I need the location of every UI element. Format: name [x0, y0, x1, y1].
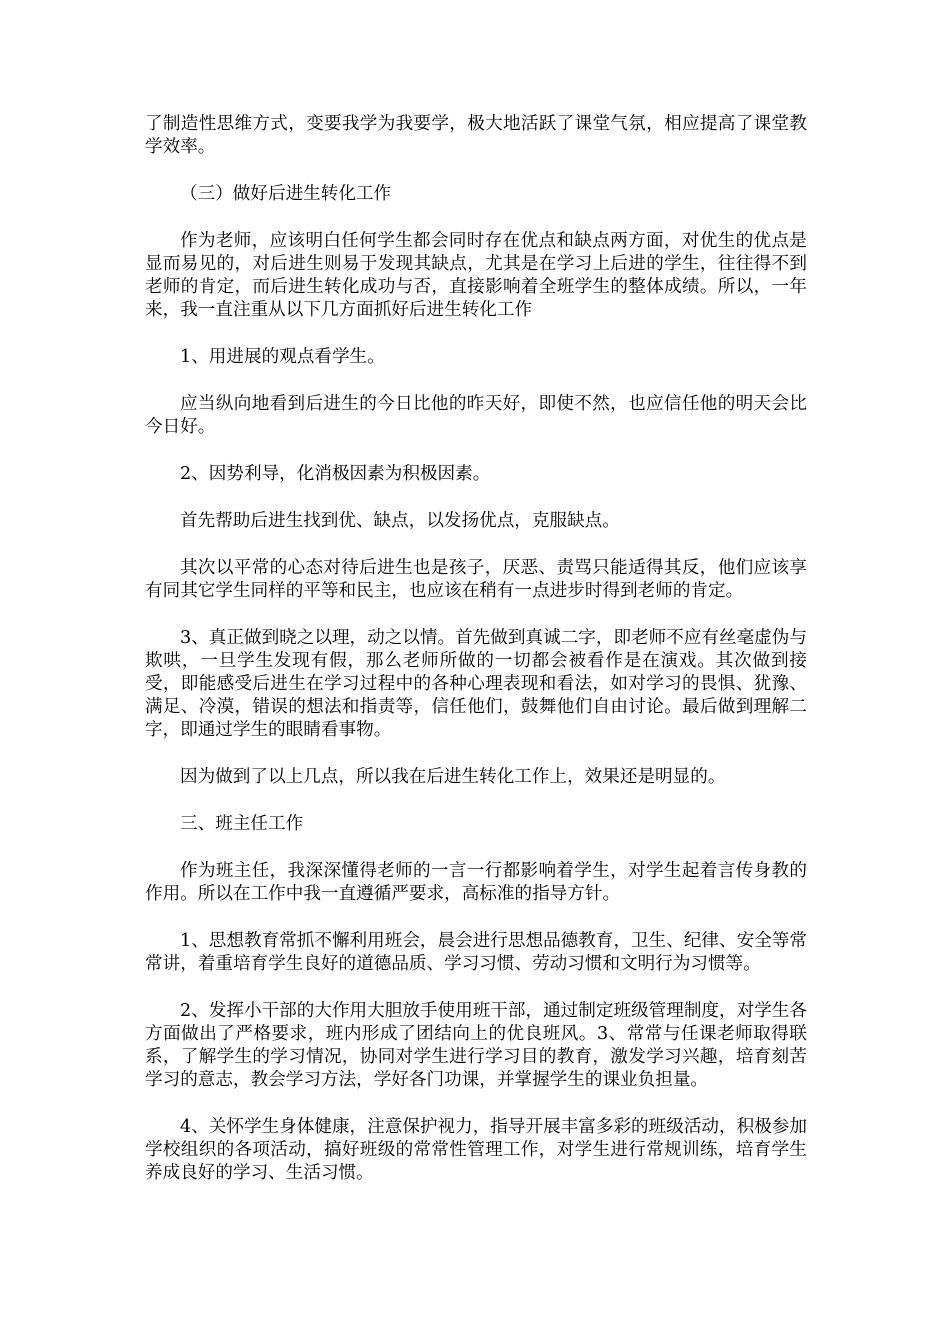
- paragraph: 2、发挥小干部的大作用大胆放手使用班干部，通过制定班级管理制度，对学生各方面做出了严格要求，班内形成了团结向上的优良班风。3、常常与任课老师取得联系，了解学生的学习情况，协同对学生进行学习目的教育，激发学习兴趣，培育刻苦学习的意志，教会学习方法，学好各门功课，并掌握学生的课业负担量。: [145, 1001, 807, 1090]
- paragraph: 其次以平常的心态对待后进生也是孩子，厌恶、责骂只能适得其反，他们应该享有同其它学生同样的平等和民主，也应该在稍有一点进步时得到老师的肯定。: [145, 558, 807, 601]
- paragraph: 3、真正做到晓之以理，动之以情。首先做到真诚二字，即老师不应有丝毫虚伪与欺哄，一旦学生发现有假，那么老师所做的一切都会被看作是在演戏。其次做到接受，即能感受后进生在学习过程中的各种心理表现和看法，如对学习的畏惧、犹豫、满足、冷漠，错误的想法和指责等，信任他们，鼓舞他们自由讨论。最后做到理解二字，即通过学生的眼睛看事物。: [145, 628, 807, 740]
- section-heading: 三、班主任工作: [180, 814, 304, 834]
- paragraph: 作为老师，应该明白任何学生都会同时存在优点和缺点两方面，对优生的优点是显而易见的，对后进生则易于发现其缺点，尤其是在学习上后进的学生，往往得不到老师的肯定，而后进生转化成功与否，直接影响着全班学生的整体成绩。所以，一年来，我一直注重从以下几方面抓好后进生转化工作: [145, 231, 807, 320]
- paragraph: 因为做到了以上几点，所以我在后进生转化工作上，效果还是明显的。: [180, 767, 726, 787]
- paragraph: 作为班主任，我深深懂得老师的一言一行都影响着学生，对学生起着言传身教的作用。所以在工作中我一直遵循严要求，高标准的指导方针。: [145, 861, 807, 904]
- section-heading: （三）做好后进生转化工作: [180, 184, 392, 204]
- paragraph: 首先帮助后进生找到优、缺点，以发扬优点，克服缺点。: [180, 511, 620, 531]
- paragraph: 了制造性思维方式，变要我学为我要学，极大地活跃了课堂气氛，相应提高了课堂教学效率。: [145, 114, 807, 157]
- list-item-heading: 1、用进展的观点看学生。: [180, 347, 385, 367]
- paragraph: 4、关怀学生身体健康，注意保护视力，指导开展丰富多彩的班级活动，积极参加学校组织的各项活动，搞好班级的常常性管理工作，对学生进行常规训练，培育学生养成良好的学习、生活习惯。: [145, 1117, 807, 1183]
- paragraph: 1、思想教育常抓不懈利用班会，晨会进行思想品德教育，卫生、纪律、安全等常常讲，着重培育学生良好的道德品质、学习习惯、劳动习惯和文明行为习惯等。: [145, 931, 807, 974]
- list-item-heading: 2、因势利导，化消极因素为积极因素。: [180, 464, 491, 484]
- paragraph: 应当纵向地看到后进生的今日比他的昨天好，即使不然，也应信任他的明天会比今日好。: [145, 394, 807, 437]
- document-body: [145, 113, 807, 1209]
